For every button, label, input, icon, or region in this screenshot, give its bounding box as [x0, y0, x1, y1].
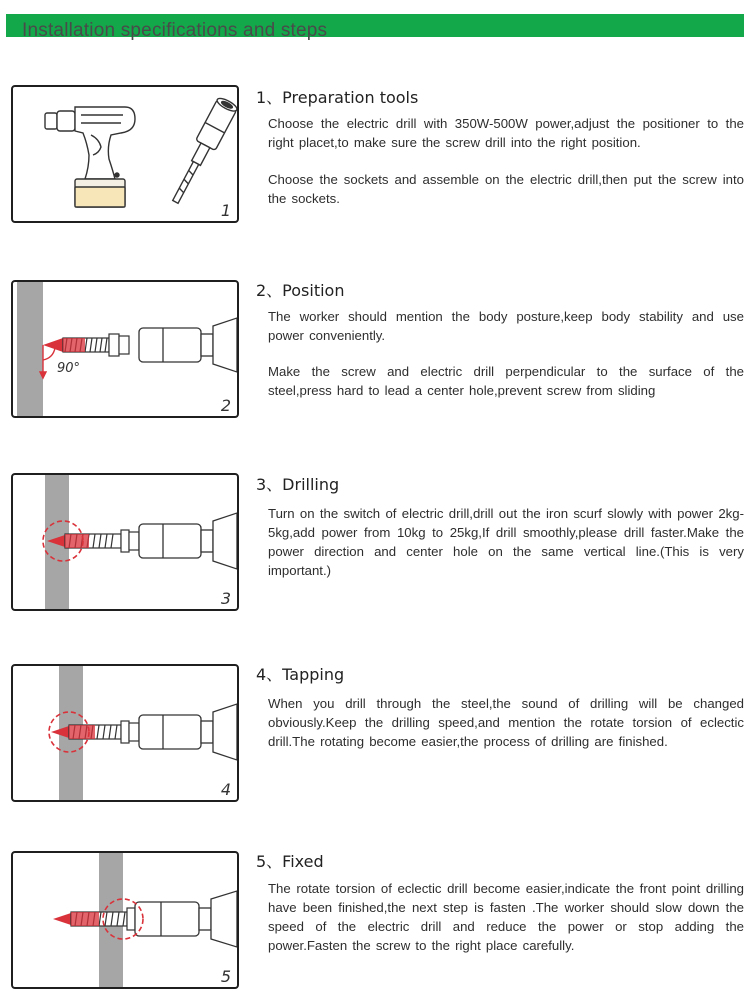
electric-drill-icon: [45, 107, 135, 207]
tapping-illustration: [13, 666, 237, 800]
screw-washer: [109, 334, 119, 356]
screw-tip: [43, 338, 63, 352]
step-paragraph: Turn on the switch of electric drill,drill out the iron scurf slowly with power 2kg-5kg,add power from 10kg to 25kg,If drill smoothly,please drill faster.Make the power direction and center hole on the same vertical line.(This is very important.): [268, 506, 744, 578]
drilling-illustration: [13, 475, 237, 609]
step-paragraph: The rotate torsion of eclectic drill become easier,indicate the front point drilling have been finished,the next step is fasten .The worker should slow down the speed of the electric drill and reduce the power or stop adding the power.Fasten the screw to the right place carefully.: [268, 881, 744, 953]
step-number: 3: [220, 589, 231, 608]
step-number: 5: [220, 967, 231, 986]
socket-bit-icon: [139, 704, 237, 760]
step-title: 1、Preparation tools: [256, 88, 419, 107]
socket-bit-icon: [166, 96, 237, 207]
socket-bit-icon: [139, 318, 237, 372]
step-title: 2、Position: [256, 281, 345, 300]
step-paragraph: The worker should mention the body posture,keep body stability and use power conveniently.: [268, 309, 744, 343]
step-3-illustration: [11, 473, 239, 611]
header-banner: [6, 14, 744, 41]
step-title: 4、Tapping: [256, 665, 345, 684]
steel-plate: [17, 282, 43, 416]
step-paragraph: Choose the sockets and assemble on the electric drill,then put the screw into the sockets.: [268, 172, 744, 206]
step-5-illustration: [11, 851, 239, 989]
step-1-illustration: [11, 85, 239, 223]
step-number: 4: [220, 780, 231, 799]
position-illustration: [13, 282, 237, 416]
page-title: Installation specifications and steps: [22, 20, 328, 41]
step-number: 1: [220, 201, 231, 220]
step-4-illustration: [11, 664, 239, 802]
tools-illustration: [13, 87, 237, 221]
step-2-illustration: [11, 280, 239, 418]
socket-bit-icon: [139, 513, 237, 569]
step-title: 3、Drilling: [256, 475, 340, 494]
screw-tip: [53, 913, 71, 925]
angle-label: 90°: [57, 361, 81, 376]
fixed-illustration: [13, 853, 237, 987]
step-title: 5、Fixed: [256, 852, 324, 871]
step-paragraph: Make the screw and electric drill perpendicular to the surface of the steel,press hard to lead a center hole,prevent screw from sliding: [268, 364, 744, 398]
step-paragraph: When you drill through the steel,the sound of drilling will be changed obviously.Keep the drilling speed,and mention the rotate torsion of eclectic drill.The rotating become easier,the process of drilling are finished.: [268, 696, 744, 749]
socket-bit-icon: [135, 891, 237, 947]
step-paragraph: Choose the electric drill with 350W-500W power,adjust the positioner to the right placet,to make sure the screw drill into the right position.: [268, 116, 744, 150]
step-number: 2: [220, 396, 231, 415]
